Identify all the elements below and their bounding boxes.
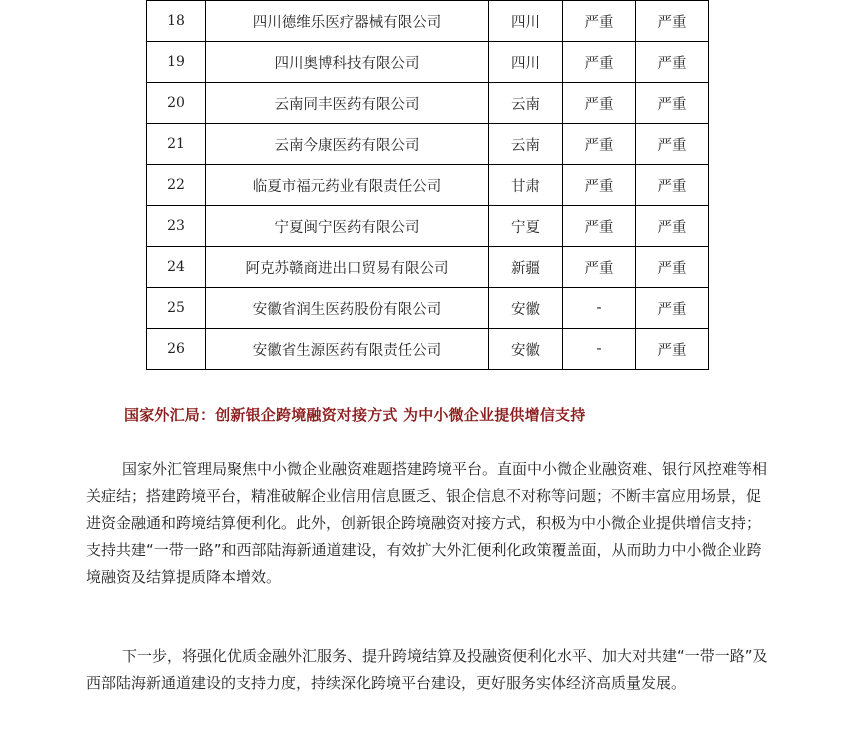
province: 安徽	[489, 329, 563, 370]
row-number: 23	[147, 206, 206, 247]
row-number: 26	[147, 329, 206, 370]
province: 四川	[489, 42, 563, 83]
severity-cell: 严重	[636, 206, 709, 247]
province: 宁夏	[489, 206, 563, 247]
table-row	[147, 206, 709, 247]
severity-cell: 严重	[563, 247, 636, 288]
severity-cell: 严重	[563, 206, 636, 247]
province: 安徽	[489, 288, 563, 329]
province: 甘肃	[489, 165, 563, 206]
table-row	[147, 83, 709, 124]
province: 云南	[489, 83, 563, 124]
severity-cell: 严重	[563, 1, 636, 42]
severity-cell: 严重	[636, 1, 709, 42]
table-row	[147, 329, 709, 370]
article-paragraph: 下一步，将强化优质金融外汇服务、提升跨境结算及投融资便利化水平、加大对共建“一带一路”及西部陆海新通道建设的支持力度，持续深化跨境平台建设，更好服务实体经济高质量发展。	[86, 647, 768, 692]
table-row	[147, 288, 709, 329]
company-name: 阿克苏赣商进出口贸易有限公司	[206, 247, 489, 288]
severity-cell: 严重	[636, 124, 709, 165]
company-name: 安徽省生源医药有限责任公司	[206, 329, 489, 370]
article-paragraph: 国家外汇管理局聚焦中小微企业融资难题搭建跨境平台。直面中小微企业融资难、银行风控难等相关症结；搭建跨境平台，精准破解企业信用信息匮乏、银企信息不对称等问题；不断丰富应用场景，促进资金融通和跨境结算便利化。此外，创新银企跨境融资对接方式，积极为中小微企业提供增信支持；支持共建“一带一路”和西部陆海新通道建设，有效扩大外汇便利化政策覆盖面，从而助力中小微企业跨境融资及结算提质降本增效。	[86, 460, 768, 586]
company-name: 安徽省润生医药股份有限公司	[206, 288, 489, 329]
company-name: 四川奥博科技有限公司	[206, 42, 489, 83]
table-row	[147, 1, 709, 42]
severity-cell: 严重	[636, 247, 709, 288]
row-number: 21	[147, 124, 206, 165]
company-name: 临夏市福元药业有限责任公司	[206, 165, 489, 206]
table-row	[147, 124, 709, 165]
severity-cell: 严重	[636, 165, 709, 206]
province: 新疆	[489, 247, 563, 288]
severity-cell: 严重	[636, 42, 709, 83]
table-row	[147, 165, 709, 206]
company-name: 宁夏闽宁医药有限公司	[206, 206, 489, 247]
article-heading: 国家外汇局：创新银企跨境融资对接方式 为中小微企业提供增信支持	[124, 406, 586, 424]
province: 云南	[489, 124, 563, 165]
severity-cell: -	[563, 288, 636, 329]
row-number: 22	[147, 165, 206, 206]
severity-cell: 严重	[636, 329, 709, 370]
severity-cell: 严重	[563, 83, 636, 124]
row-number: 20	[147, 83, 206, 124]
severity-cell: 严重	[563, 42, 636, 83]
company-name: 云南今康医药有限公司	[206, 124, 489, 165]
row-number: 19	[147, 42, 206, 83]
row-number: 24	[147, 247, 206, 288]
severity-cell: 严重	[636, 288, 709, 329]
severity-cell: 严重	[563, 165, 636, 206]
table-row	[147, 42, 709, 83]
company-name: 四川德维乐医疗器械有限公司	[206, 1, 489, 42]
severity-cell: -	[563, 329, 636, 370]
enterprise-table	[146, 0, 709, 370]
province: 四川	[489, 1, 563, 42]
company-name: 云南同丰医药有限公司	[206, 83, 489, 124]
severity-cell: 严重	[636, 83, 709, 124]
table-row	[147, 247, 709, 288]
row-number: 18	[147, 1, 206, 42]
row-number: 25	[147, 288, 206, 329]
severity-cell: 严重	[563, 124, 636, 165]
